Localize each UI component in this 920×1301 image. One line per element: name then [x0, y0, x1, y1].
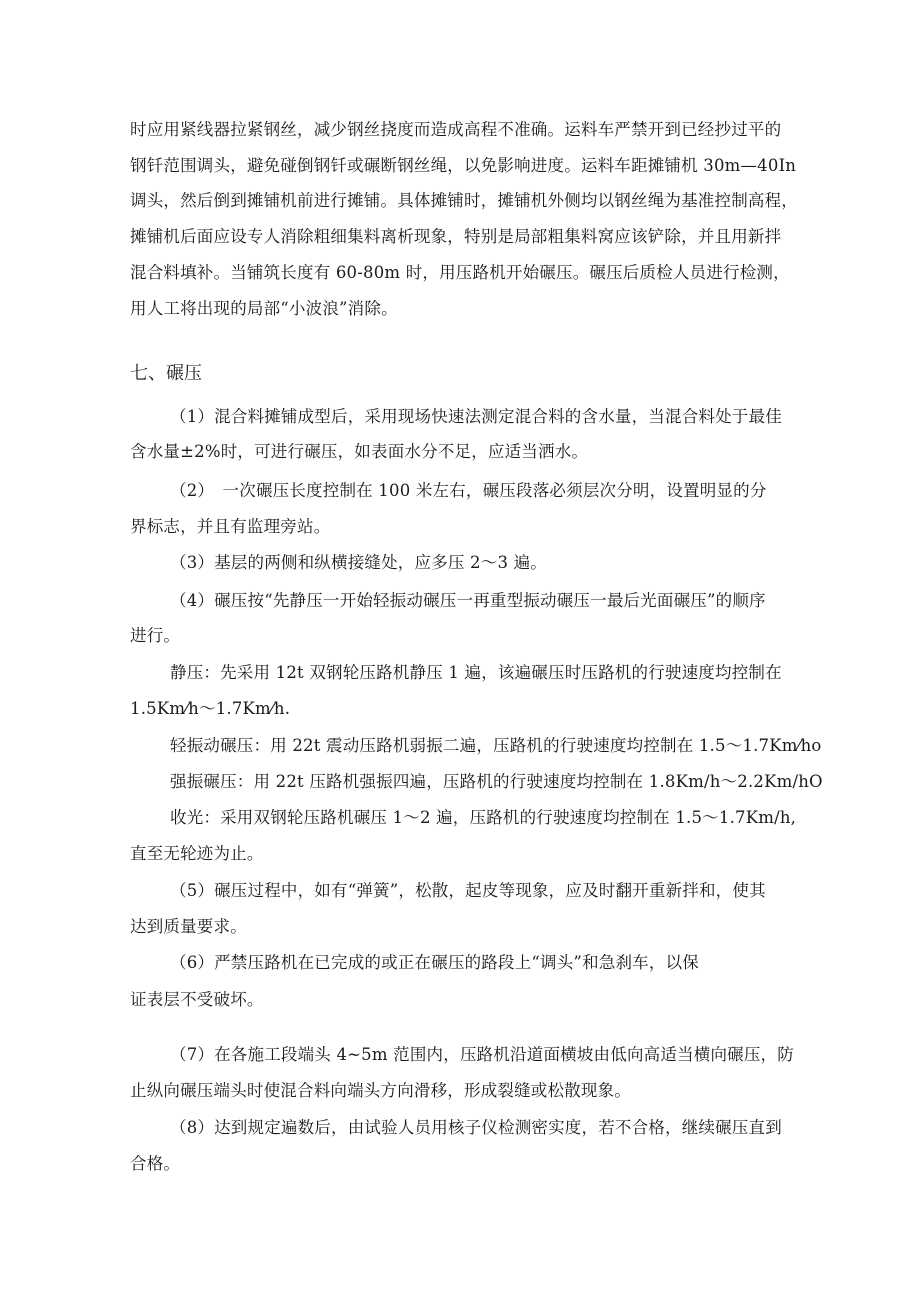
intro-line: 用人工将出现的局部“小波浪”消除。: [130, 299, 398, 318]
item-1-line: 含水量±2%时，可进行碾压，如表面水分不足，应适当洒水。: [130, 442, 589, 461]
static-pressing-line: 静压：先采用 12t 双钢轮压路机静压 1 遍，该遍碾压时压路机的行驶速度均控制在: [170, 663, 782, 682]
finishing-line: 直至无轮迹为止。: [130, 844, 264, 863]
intro-line: 摊铺机后面应设专人消除粗细集料离析现象，特别是局部粗集料窝应该铲除，并且用新拌: [130, 227, 782, 246]
intro-line: 时应用紧线器拉紧钢丝，减少钢丝挠度而造成高程不准确。运料车严禁开到已经抄过平的: [130, 120, 782, 139]
item-8-line: 合格。: [130, 1154, 181, 1173]
static-pressing-line: 1.5Km⁄h～1.7Km⁄h.: [130, 699, 291, 718]
item-7-line: 止纵向碾压端头时使混合料向端头方向滑移，形成裂缝或松散现象。: [130, 1081, 631, 1100]
light-vibration-line: 轻振动碾压：用 22t 震动压路机弱振二遍，压路机的行驶速度均控制在 1.5～1.7Km⁄ho: [170, 736, 822, 755]
item-3-line: （3）基层的两侧和纵横接缝处，应多压 2～3 遍。: [170, 553, 547, 572]
item-8-line: （8）达到规定遍数后，由试验人员用核子仪检测密实度，若不合格，继续碾压直到: [170, 1118, 782, 1137]
item-7-line: （7）在各施工段端头 4~5m 范围内，压路机沿道面横坡由低向高适当横向碾压，防: [170, 1045, 794, 1064]
item-4-line: 进行。: [130, 626, 181, 645]
intro-line: 混合料填补。当铺筑长度有 60-80m 时，用压路机开始碾压。碾压后质检人员进行检测，: [130, 263, 790, 282]
intro-line: 调头，然后倒到摊铺机前进行摊铺。具体摊铺时，摊铺机外侧均以钢丝绳为基准控制高程，: [130, 191, 798, 210]
item-6-line: 证表层不受破坏。: [130, 990, 264, 1009]
finishing-line: 收光：采用双钢轮压路机碾压 1～2 遍，压路机的行驶速度均控制在 1.5～1.7Km/h,: [170, 808, 797, 827]
item-1-line: （1）混合料摊铺成型后，采用现场快速法测定混合料的含水量，当混合料处于最佳: [170, 407, 782, 426]
strong-vibration-line: 强振碾压：用 22t 压路机强振四遍，压路机的行驶速度均控制在 1.8Km/h～2.2Km/hO: [170, 772, 823, 791]
item-6-line: （6）严禁压路机在已完成的或正在碾压的路段上“调头”和急刹车，以保: [170, 953, 699, 972]
item-5-line: 达到质量要求。: [130, 917, 247, 936]
item-2-line: （2） 一次碾压长度控制在 100 米左右，碾压段落必须层次分明，设置明显的分: [170, 481, 767, 500]
section-heading: 七、碾压: [130, 363, 202, 384]
item-4-line: （4）碾压按“先静压一开始轻振动碾压一再重型振动碾压一最后光面碾压”的顺序: [170, 591, 766, 610]
item-5-line: （5）碾压过程中，如有“弹簧”，松散，起皮等现象，应及时翻开重新拌和，使其: [170, 881, 766, 900]
intro-line: 钢钎范围调头，避免碰倒钢钎或碾断钢丝绳，以免影响进度。运料车距摊铺机 30m—40In: [130, 156, 797, 175]
item-2-line: 界标志，并且有监理旁站。: [130, 517, 331, 536]
